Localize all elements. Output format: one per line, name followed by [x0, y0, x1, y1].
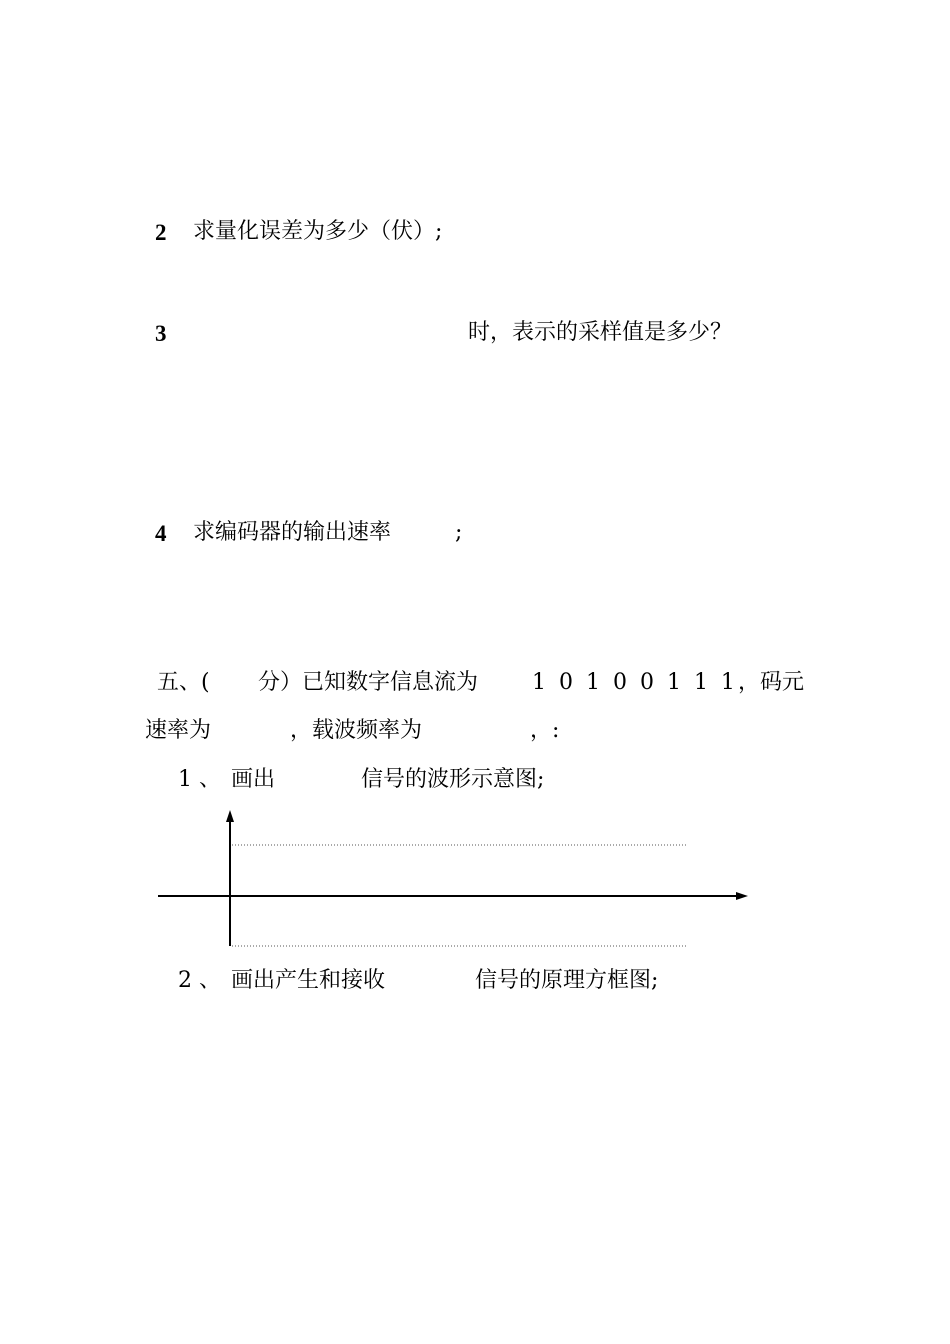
- sub-question-1-text-b: 信号的波形示意图;: [361, 767, 545, 792]
- section-5-heading: 五、(: [157, 670, 210, 695]
- sub-question-1-number: 1 、: [178, 767, 221, 792]
- carrier-frequency-label: ，载波频率为: [290, 718, 423, 743]
- sub-question-1-text-a: 画出: [231, 767, 276, 792]
- question-4-tail: ;: [455, 520, 463, 545]
- line2-end: ，:: [530, 718, 560, 743]
- question-3-number: 3: [155, 321, 167, 346]
- question-4-text: 求编码器的输出速率: [193, 520, 392, 545]
- sub-question-2-number: 2 、: [178, 968, 221, 993]
- baud-rate-label: 速率为: [145, 718, 212, 743]
- section-5-score-label: 分）已知数字信息流为: [258, 670, 479, 695]
- horizontal-axis-arrow: [736, 892, 748, 900]
- vertical-axis-arrow: [226, 810, 234, 822]
- question-4-number: 4: [155, 521, 167, 546]
- bit-stream: 1 0 1 0 0 1 1 1: [532, 670, 735, 695]
- question-2-number: 2: [155, 220, 167, 245]
- question-3-text: 时，表示的采样值是多少？: [468, 320, 733, 345]
- sub-question-2-text-b: 信号的原理方框图;: [475, 968, 659, 993]
- sub-question-2-text-a: 画出产生和接收: [231, 968, 386, 993]
- question-2-text: 求量化误差为多少（伏）;: [193, 219, 443, 244]
- after-bits-text: ，码元: [738, 670, 805, 695]
